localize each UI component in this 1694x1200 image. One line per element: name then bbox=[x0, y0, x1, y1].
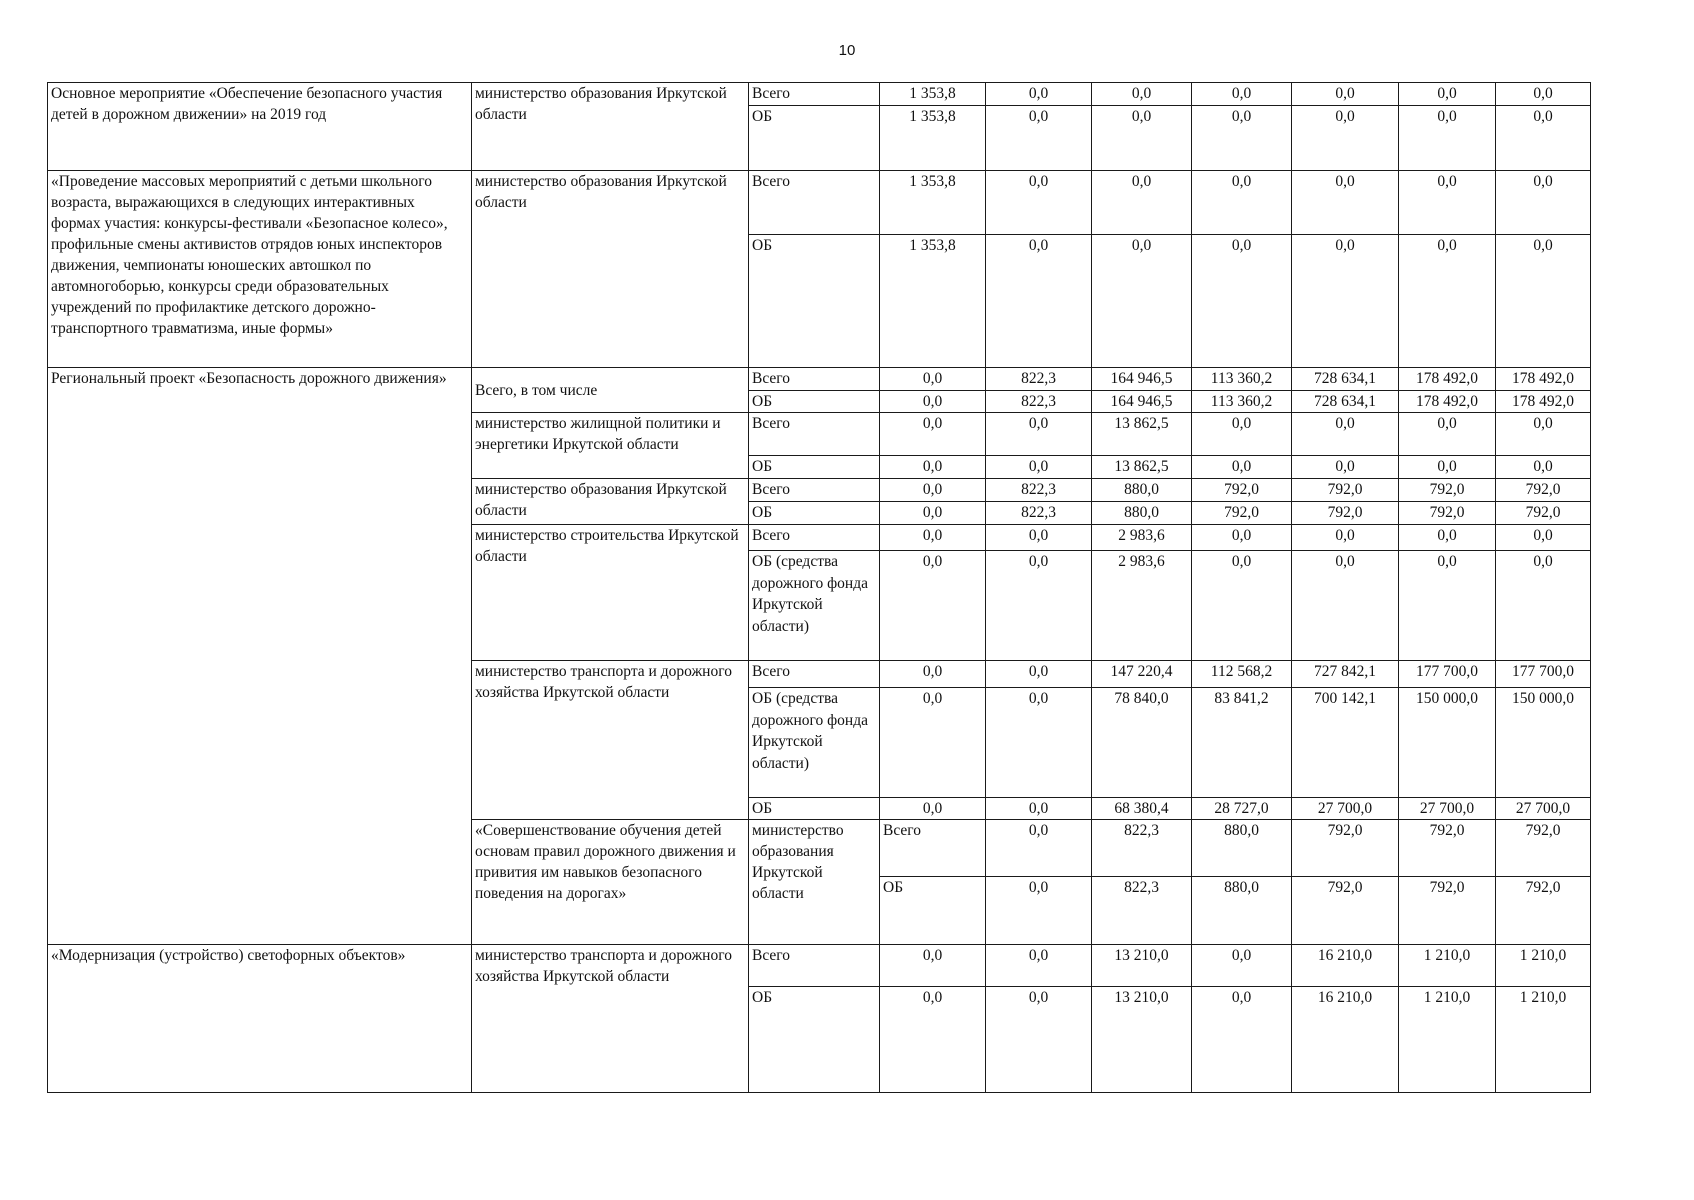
amount-cell: 0,0 bbox=[986, 987, 1092, 1093]
amount-cell: 1 353,8 bbox=[880, 83, 986, 106]
amount-cell: 150 000,0 bbox=[1496, 688, 1591, 798]
amount-cell: 68 380,4 bbox=[1092, 798, 1192, 820]
amount-cell: 0,0 bbox=[986, 798, 1092, 820]
funding-source-cell: ОБ (средства дорожного фонда Иркутской области) bbox=[749, 688, 880, 798]
amount-cell: 147 220,4 bbox=[1092, 661, 1192, 688]
amount-cell: 0,0 bbox=[1399, 171, 1496, 235]
activity-name-cell: Региональный проект «Безопасность дорожного движения» bbox=[48, 368, 472, 945]
amount-cell: 0,0 bbox=[1496, 551, 1591, 661]
amount-cell: 0,0 bbox=[880, 525, 986, 551]
amount-cell: 0,0 bbox=[1399, 525, 1496, 551]
amount-cell: 0,0 bbox=[986, 83, 1092, 106]
amount-cell: 0,0 bbox=[1496, 235, 1591, 368]
funding-source-cell: ОБ (средства дорожного фонда Иркутской области) bbox=[749, 551, 880, 661]
amount-cell: 0,0 bbox=[1292, 83, 1399, 106]
amount-cell: 0,0 bbox=[880, 551, 986, 661]
funding-source-cell: Всего bbox=[749, 368, 880, 391]
amount-cell: 0,0 bbox=[1192, 413, 1292, 456]
amount-cell: 0,0 bbox=[1192, 945, 1292, 987]
amount-cell: 13 210,0 bbox=[1092, 987, 1192, 1093]
amount-cell: 792,0 bbox=[1192, 479, 1292, 502]
amount-cell: 0,0 bbox=[1192, 987, 1292, 1093]
amount-cell: 0,0 bbox=[1192, 106, 1292, 171]
executor-cell: Всего, в том числе bbox=[472, 368, 749, 413]
amount-cell: 792,0 bbox=[1292, 820, 1399, 877]
amount-cell: 1 210,0 bbox=[1399, 987, 1496, 1093]
amount-cell: 0,0 bbox=[986, 235, 1092, 368]
amount-cell: 0,0 bbox=[986, 171, 1092, 235]
amount-cell: 0,0 bbox=[1092, 171, 1192, 235]
amount-cell: 0,0 bbox=[1292, 456, 1399, 479]
amount-cell: 13 210,0 bbox=[1092, 945, 1192, 987]
amount-cell: 0,0 bbox=[1292, 171, 1399, 235]
amount-cell: 27 700,0 bbox=[1399, 798, 1496, 820]
amount-cell: 112 568,2 bbox=[1192, 661, 1292, 688]
funding-source-cell: ОБ bbox=[749, 798, 880, 820]
funding-source-cell: Всего bbox=[749, 525, 880, 551]
funding-source-cell: Всего bbox=[880, 820, 986, 877]
amount-cell: 0,0 bbox=[1399, 106, 1496, 171]
amount-cell: 164 946,5 bbox=[1092, 368, 1192, 391]
funding-source-cell: Всего bbox=[749, 83, 880, 106]
amount-cell: 13 862,5 bbox=[1092, 413, 1192, 456]
funding-source-cell: ОБ bbox=[749, 987, 880, 1093]
amount-cell: 113 360,2 bbox=[1192, 391, 1292, 413]
amount-cell: 0,0 bbox=[1192, 83, 1292, 106]
table-row bbox=[48, 945, 1591, 987]
amount-cell: 0,0 bbox=[986, 661, 1092, 688]
activity-name-cell: Основное мероприятие «Обеспечение безопасного участия детей в дорожном движении» на 2019 год bbox=[48, 83, 472, 171]
amount-cell: 1 210,0 bbox=[1496, 945, 1591, 987]
amount-cell: 0,0 bbox=[986, 945, 1092, 987]
amount-cell: 792,0 bbox=[1292, 502, 1399, 525]
amount-cell: 2 983,6 bbox=[1092, 525, 1192, 551]
amount-cell: 792,0 bbox=[1496, 502, 1591, 525]
amount-cell: 178 492,0 bbox=[1399, 368, 1496, 391]
amount-cell: 0,0 bbox=[1292, 551, 1399, 661]
amount-cell: 0,0 bbox=[1399, 551, 1496, 661]
amount-cell: 0,0 bbox=[986, 877, 1092, 945]
budget-table bbox=[47, 82, 1591, 1093]
amount-cell: 178 492,0 bbox=[1496, 391, 1591, 413]
amount-cell: 700 142,1 bbox=[1292, 688, 1399, 798]
amount-cell: 0,0 bbox=[986, 688, 1092, 798]
amount-cell: 0,0 bbox=[986, 106, 1092, 171]
amount-cell: 83 841,2 bbox=[1192, 688, 1292, 798]
amount-cell: 0,0 bbox=[1399, 413, 1496, 456]
amount-cell: 792,0 bbox=[1399, 820, 1496, 877]
amount-cell: 822,3 bbox=[986, 502, 1092, 525]
amount-cell: 880,0 bbox=[1092, 502, 1192, 525]
amount-cell: 0,0 bbox=[1496, 525, 1591, 551]
amount-cell: 0,0 bbox=[1399, 83, 1496, 106]
amount-cell: 0,0 bbox=[1496, 106, 1591, 171]
amount-cell: 0,0 bbox=[1092, 106, 1192, 171]
amount-cell: 177 700,0 bbox=[1496, 661, 1591, 688]
amount-cell: 164 946,5 bbox=[1092, 391, 1192, 413]
amount-cell: 0,0 bbox=[1092, 83, 1192, 106]
amount-cell: 728 634,1 bbox=[1292, 391, 1399, 413]
funding-source-cell: Всего bbox=[749, 661, 880, 688]
funding-source-cell: ОБ bbox=[749, 391, 880, 413]
amount-cell: 2 983,6 bbox=[1092, 551, 1192, 661]
funding-source-cell: Всего bbox=[749, 945, 880, 987]
activity-name-cell: «Совершенствование обучения детей основам правил дорожного движения и привития им навыков безопасного поведения на дорогах» bbox=[472, 820, 749, 945]
amount-cell: 0,0 bbox=[986, 456, 1092, 479]
amount-cell: 78 840,0 bbox=[1092, 688, 1192, 798]
budget-body bbox=[48, 83, 1591, 1093]
amount-cell: 792,0 bbox=[1192, 502, 1292, 525]
amount-cell: 0,0 bbox=[1496, 456, 1591, 479]
amount-cell: 822,3 bbox=[986, 391, 1092, 413]
amount-cell: 1 210,0 bbox=[1399, 945, 1496, 987]
amount-cell: 0,0 bbox=[986, 820, 1092, 877]
executor-cell: министерство транспорта и дорожного хозяйства Иркутской области bbox=[472, 945, 749, 1093]
funding-source-cell: ОБ bbox=[749, 106, 880, 171]
amount-cell: 822,3 bbox=[986, 368, 1092, 391]
funding-source-cell: ОБ bbox=[749, 456, 880, 479]
amount-cell: 0,0 bbox=[880, 368, 986, 391]
funding-source-cell: ОБ bbox=[880, 877, 986, 945]
amount-cell: 0,0 bbox=[1192, 456, 1292, 479]
amount-cell: 0,0 bbox=[1399, 456, 1496, 479]
amount-cell: 880,0 bbox=[1092, 479, 1192, 502]
amount-cell: 0,0 bbox=[1292, 235, 1399, 368]
amount-cell: 16 210,0 bbox=[1292, 945, 1399, 987]
amount-cell: 0,0 bbox=[1496, 83, 1591, 106]
executor-cell: министерство образования Иркутской области bbox=[472, 171, 749, 368]
amount-cell: 0,0 bbox=[986, 551, 1092, 661]
amount-cell: 728 634,1 bbox=[1292, 368, 1399, 391]
funding-source-cell: ОБ bbox=[749, 235, 880, 368]
amount-cell: 1 210,0 bbox=[1496, 987, 1591, 1093]
amount-cell: 1 353,8 bbox=[880, 171, 986, 235]
amount-cell: 880,0 bbox=[1192, 820, 1292, 877]
amount-cell: 822,3 bbox=[1092, 820, 1192, 877]
amount-cell: 0,0 bbox=[880, 479, 986, 502]
amount-cell: 1 353,8 bbox=[880, 106, 986, 171]
amount-cell: 822,3 bbox=[1092, 877, 1192, 945]
amount-cell: 0,0 bbox=[986, 413, 1092, 456]
amount-cell: 0,0 bbox=[880, 945, 986, 987]
executor-cell: министерство строительства Иркутской области bbox=[472, 525, 749, 661]
amount-cell: 0,0 bbox=[1496, 171, 1591, 235]
amount-cell: 150 000,0 bbox=[1399, 688, 1496, 798]
amount-cell: 113 360,2 bbox=[1192, 368, 1292, 391]
funding-source-cell: Всего bbox=[749, 479, 880, 502]
executor-cell: министерство жилищной политики и энергетики Иркутской области bbox=[472, 413, 749, 479]
amount-cell: 0,0 bbox=[880, 798, 986, 820]
amount-cell: 0,0 bbox=[880, 456, 986, 479]
amount-cell: 0,0 bbox=[1399, 235, 1496, 368]
activity-name-cell: «Проведение массовых мероприятий с детьми школьного возраста, выражающихся в следующих интерактивных формах участия: конкурсы-фестивали «Безопасное колесо», профильные смены активистов отрядов юных инспекторов движения, чемпионаты юношеских автошкол по автомногоборью, конкурсы среди образовательных учреждений по профилактике детского дорожно-транспортного травматизма, иные формы» bbox=[48, 171, 472, 368]
funding-source-cell: Всего bbox=[749, 171, 880, 235]
executor-cell: министерство образования Иркутской области bbox=[472, 83, 749, 171]
amount-cell: 0,0 bbox=[986, 525, 1092, 551]
amount-cell: 792,0 bbox=[1496, 479, 1591, 502]
amount-cell: 0,0 bbox=[1192, 551, 1292, 661]
amount-cell: 0,0 bbox=[1092, 235, 1192, 368]
table-row bbox=[48, 83, 1591, 106]
table-row bbox=[48, 368, 1591, 391]
amount-cell: 792,0 bbox=[1496, 820, 1591, 877]
amount-cell: 27 700,0 bbox=[1496, 798, 1591, 820]
amount-cell: 16 210,0 bbox=[1292, 987, 1399, 1093]
amount-cell: 0,0 bbox=[1192, 171, 1292, 235]
amount-cell: 0,0 bbox=[880, 661, 986, 688]
amount-cell: 13 862,5 bbox=[1092, 456, 1192, 479]
amount-cell: 792,0 bbox=[1399, 479, 1496, 502]
amount-cell: 0,0 bbox=[1496, 413, 1591, 456]
amount-cell: 28 727,0 bbox=[1192, 798, 1292, 820]
activity-name-cell: «Модернизация (устройство) светофорных объектов» bbox=[48, 945, 472, 1093]
amount-cell: 0,0 bbox=[880, 987, 986, 1093]
page-number: 10 bbox=[838, 42, 856, 59]
amount-cell: 0,0 bbox=[1192, 235, 1292, 368]
amount-cell: 0,0 bbox=[1292, 525, 1399, 551]
table-row bbox=[48, 171, 1591, 235]
amount-cell: 0,0 bbox=[880, 391, 986, 413]
amount-cell: 0,0 bbox=[1292, 413, 1399, 456]
amount-cell: 0,0 bbox=[1292, 106, 1399, 171]
amount-cell: 0,0 bbox=[880, 688, 986, 798]
amount-cell: 792,0 bbox=[1292, 877, 1399, 945]
amount-cell: 880,0 bbox=[1192, 877, 1292, 945]
amount-cell: 792,0 bbox=[1292, 479, 1399, 502]
executor-cell: министерство образования Иркутской области bbox=[472, 479, 749, 525]
amount-cell: 177 700,0 bbox=[1399, 661, 1496, 688]
funding-source-cell: ОБ bbox=[749, 502, 880, 525]
amount-cell: 822,3 bbox=[986, 479, 1092, 502]
executor-cell: министерство образования Иркутской области bbox=[749, 820, 880, 945]
amount-cell: 0,0 bbox=[880, 502, 986, 525]
amount-cell: 1 353,8 bbox=[880, 235, 986, 368]
amount-cell: 27 700,0 bbox=[1292, 798, 1399, 820]
amount-cell: 0,0 bbox=[1192, 525, 1292, 551]
amount-cell: 178 492,0 bbox=[1399, 391, 1496, 413]
amount-cell: 0,0 bbox=[880, 413, 986, 456]
amount-cell: 792,0 bbox=[1399, 502, 1496, 525]
amount-cell: 178 492,0 bbox=[1496, 368, 1591, 391]
funding-source-cell: Всего bbox=[749, 413, 880, 456]
amount-cell: 792,0 bbox=[1496, 877, 1591, 945]
amount-cell: 792,0 bbox=[1399, 877, 1496, 945]
amount-cell: 727 842,1 bbox=[1292, 661, 1399, 688]
executor-cell: министерство транспорта и дорожного хозяйства Иркутской области bbox=[472, 661, 749, 820]
